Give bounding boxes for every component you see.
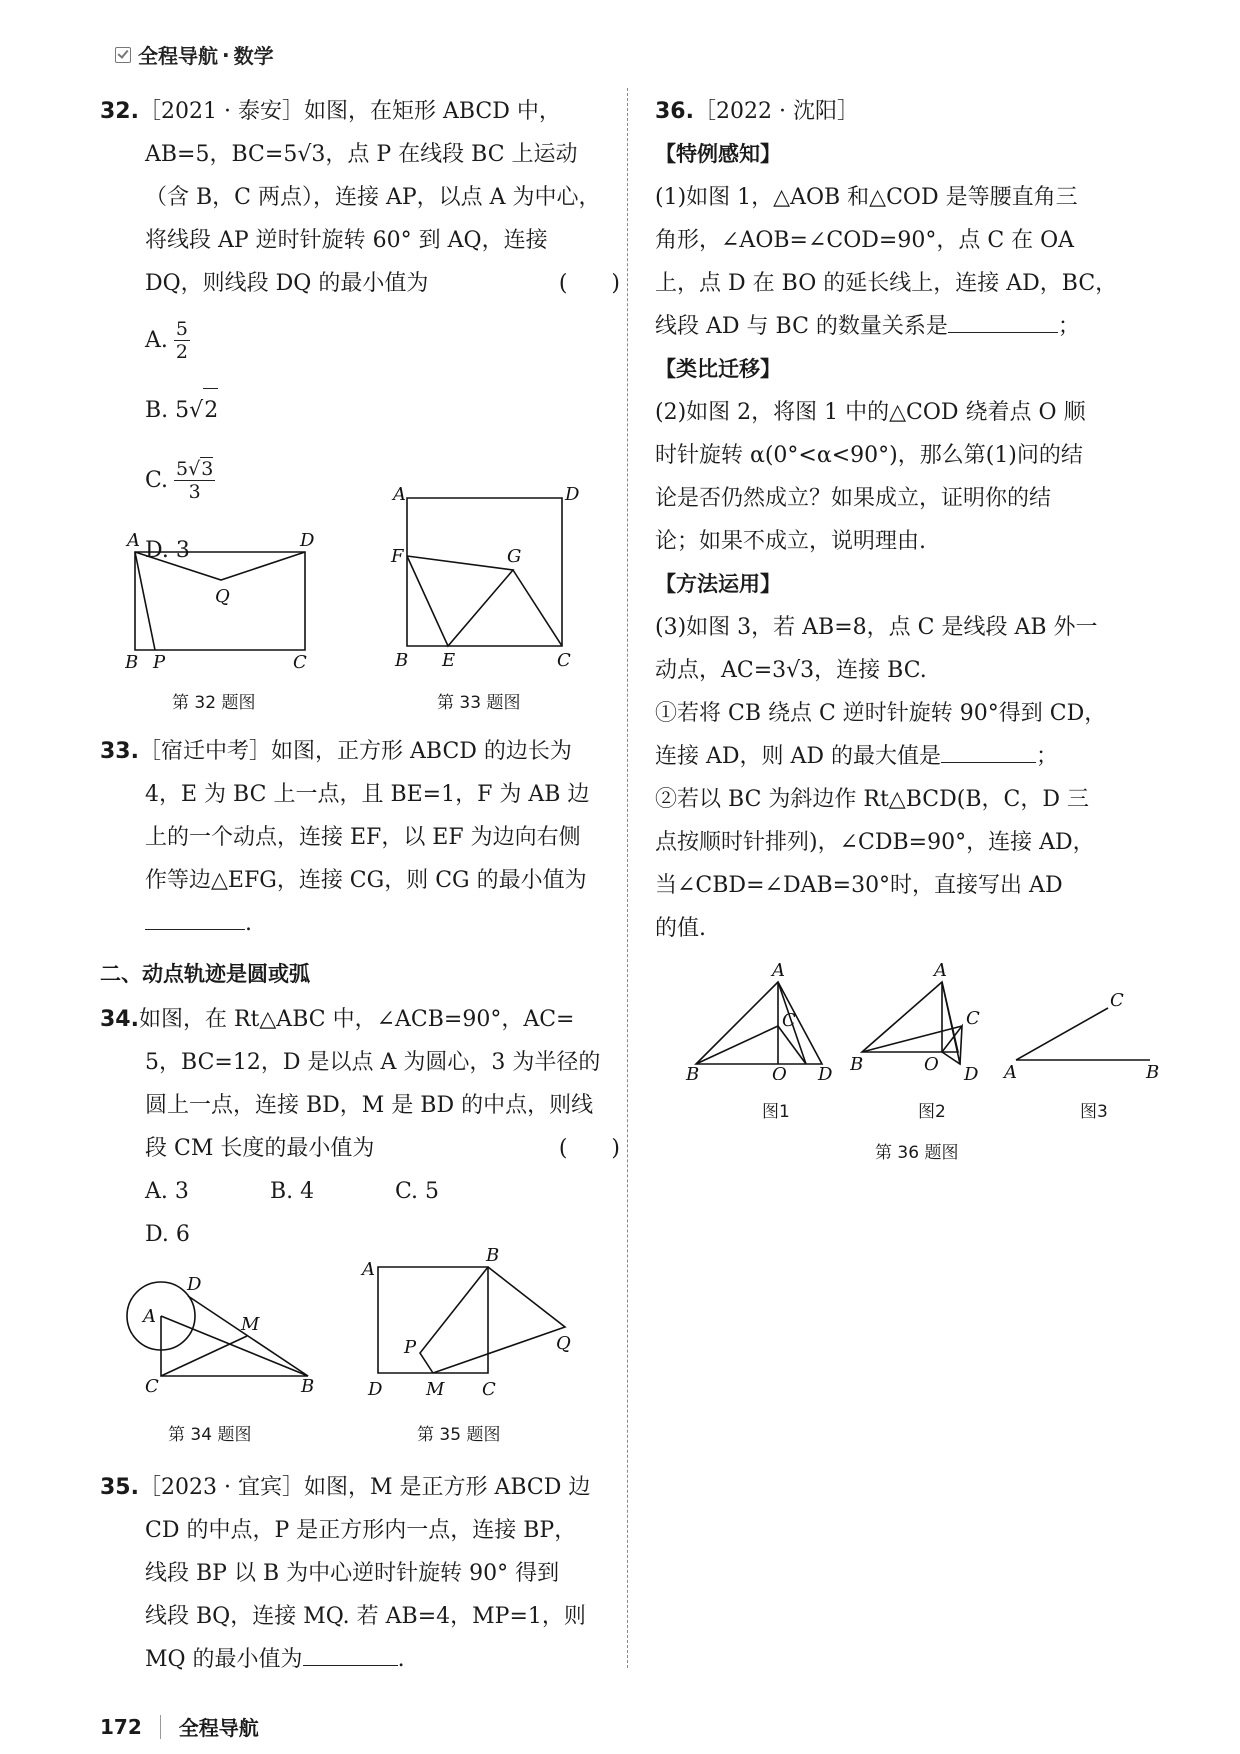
q34-text-3: 圆上一点，连接 BD，M 是 BD 的中点，则线: [145, 1093, 594, 1118]
q32-text-1: 如图，在矩形 ABCD 中，: [303, 99, 561, 124]
fig35-square: [378, 1267, 488, 1373]
fig36-3-segment-ac: [1016, 1008, 1108, 1060]
fig36-1-label-c: C: [782, 1010, 796, 1031]
q36-p1-line-2: 角形，∠AOB=∠COD=90°，点 C 在 OA: [655, 228, 1075, 253]
q35-text-1: 如图，M 是正方形 ABCD 边: [303, 1475, 591, 1500]
fig33-square: [407, 498, 562, 646]
q35-text-4: 线段 BQ，连接 MQ. 若 AB=4，MP=1，则: [145, 1604, 586, 1629]
question-34: [100, 998, 620, 1256]
fig36-3-label-a: A: [1004, 1062, 1017, 1080]
footer-title: 全程导航: [178, 1716, 259, 1740]
footer-divider: [160, 1715, 161, 1739]
fig36-3-label-b: B: [1146, 1062, 1160, 1080]
q36-p4-line-1: ①若将 CB 绕点 C 逆时针旋转 90°得到 CD，: [655, 701, 1107, 726]
figure-36-2: [850, 960, 1000, 1080]
fig36-1-label-a: A: [772, 960, 785, 981]
page-number: 172: [100, 1714, 142, 1739]
q36-p4-end: ；: [1036, 744, 1059, 769]
q34-option-b: B. 4: [270, 1179, 315, 1204]
q35-end: .: [397, 1647, 405, 1672]
fig33-segment-gc: [513, 570, 562, 646]
section-title: 二、动点轨迹是圆或弧: [100, 962, 310, 986]
fig33-label-e: E: [442, 650, 456, 671]
fig36-2-label-b: B: [850, 1054, 864, 1075]
q36-p1-line-4: 线段 AD 与 BC 的数量关系是: [655, 314, 948, 339]
fig36-2-label-c: C: [966, 1008, 980, 1029]
q33-text-1: 如图，正方形 ABCD 的边长为: [271, 739, 572, 764]
q36-answer-blank-2[interactable]: [941, 736, 1036, 763]
q35-text-2: CD 的中点，P 是正方形内一点，连接 BP，: [145, 1518, 577, 1543]
q32-text-2: AB=5，BC=5√3，点 P 在线段 BC 上运动: [145, 142, 578, 167]
q34-options: [100, 1170, 620, 1256]
q33-number: 33.: [100, 739, 139, 764]
fig34-segments: [188, 1296, 308, 1376]
q32-number: 32.: [100, 99, 139, 124]
fig36-1-label-b: B: [686, 1064, 700, 1080]
q35-text-3: 线段 BP 以 B 为中心逆时针旋转 90° 得到: [145, 1561, 560, 1586]
q33-line-1: [100, 730, 620, 773]
q36-p2-line-2: 时针旋转 α(0°<α<90°)，那么第(1)问的结: [655, 443, 1083, 468]
q34-option-a: A. 3: [145, 1179, 189, 1204]
fig35-label-p: P: [404, 1337, 417, 1358]
q32-option-d-label: D. 3: [145, 537, 190, 563]
q35-text-5: MQ 的最小值为: [145, 1647, 303, 1672]
q32-text-3: （含 B，C 两点），连接 AP，以点 A 为中心，: [145, 185, 601, 210]
q36-tag-special: 【特例感知】: [655, 142, 781, 166]
q32-option-c: [145, 445, 395, 515]
q32-line-1: [100, 90, 620, 133]
q32-option-a-den: 2: [175, 340, 188, 363]
fig32-label-b: B: [125, 652, 139, 670]
q36-p2-line-4: 论；如果不成立，说明理由.: [655, 529, 926, 554]
q36-p1-end: ；: [1057, 314, 1080, 339]
q36-p1-line-4-row: [655, 305, 1170, 348]
page-footer: [100, 1712, 259, 1741]
right-column: [655, 90, 1170, 950]
fig35-label-a: A: [362, 1259, 375, 1280]
q36-p2-line-1: (2)如图 2，将图 1 中的△COD 绕着点 O 顺: [655, 400, 1086, 425]
q34-option-c: C. 5: [395, 1179, 440, 1204]
q32-option-b-radicand: 2: [203, 388, 218, 432]
q34-text-2: 5，BC=12，D 是以点 A 为圆心，3 为半径的: [145, 1050, 601, 1075]
q34-answer-paren: ( ): [558, 1136, 620, 1161]
q36-p1-line-1: (1)如图 1，△AOB 和△COD 是等腰直角三: [655, 185, 1078, 210]
question-35: [100, 1466, 620, 1681]
header-title: 全程导航: [138, 44, 218, 68]
fig33-label-c: C: [557, 650, 571, 671]
fig36-3-label-c: C: [1110, 990, 1124, 1011]
fig32-label-q: Q: [215, 586, 230, 607]
fig34-triangle: [161, 1316, 308, 1376]
fig34-segment-cm: [161, 1336, 247, 1376]
q35-source: ［2023 · 宜宾］: [138, 1475, 304, 1500]
fig32-segment-aqd: [135, 552, 305, 580]
fig35-caption: 第 35 题图: [417, 1425, 501, 1445]
fig33-label-f: F: [391, 546, 404, 567]
q35-line-1: [100, 1466, 620, 1509]
q32-option-a-fraction: [174, 318, 190, 363]
fig35-label-c: C: [482, 1379, 496, 1400]
fig33-label-g: G: [507, 546, 522, 567]
q33-answer-row: [100, 902, 620, 945]
q34-line-1: [100, 998, 620, 1041]
fig34-label-b: B: [301, 1376, 315, 1397]
fig36-1-segment-cd: [778, 1026, 806, 1064]
fig36-2-caption: 图2: [918, 1102, 946, 1122]
q33-text-4: 作等边△EFG，连接 CG，则 CG 的最小值为: [145, 868, 587, 893]
q32-option-c-radicand: 3: [201, 457, 214, 480]
q32-text-5: DQ，则线段 DQ 的最小值为: [145, 271, 429, 296]
fig34-label-a: A: [143, 1306, 156, 1327]
fig32-caption: 第 32 题图: [172, 693, 256, 713]
fig35-label-q: Q: [556, 1333, 571, 1354]
q32-text-5-row: [100, 262, 620, 305]
fig36-1-caption: 图1: [762, 1102, 790, 1122]
q35-answer-blank[interactable]: [303, 1639, 398, 1666]
fig36-1-segment-bc: [696, 1026, 778, 1064]
q34-text-4: 段 CM 长度的最小值为: [145, 1136, 375, 1161]
fig34-label-d: D: [187, 1274, 202, 1295]
fig36-caption: 第 36 题图: [875, 1143, 959, 1163]
fig36-1-triangle-aob: [696, 982, 822, 1064]
q32-option-b: [145, 375, 395, 445]
q36-source: ［2022 · 沈阳］: [693, 99, 859, 124]
radical-sign: √: [189, 397, 204, 423]
q34-number: 34.: [100, 1007, 139, 1032]
q32-option-c-num: [174, 458, 215, 481]
q36-p5-line-3: 当∠CBD=∠DAB=30°时，直接写出 AD: [655, 873, 1063, 898]
fig36-1-label-o: O: [772, 1064, 787, 1080]
q33-text-2: 4，E 为 BC 上一点，且 BE=1，F 为 AB 边: [145, 782, 590, 807]
fig32-segment-ap: [135, 552, 155, 650]
q32-option-a-label: A.: [145, 327, 168, 353]
left-column-middle: [100, 730, 620, 1256]
fig36-2-label-o: O: [924, 1054, 939, 1075]
q32-option-c-coef: 5: [176, 457, 189, 480]
q36-number: 36.: [655, 99, 694, 124]
q36-line-1: [655, 90, 1170, 133]
fig33-caption: 第 33 题图: [437, 693, 521, 713]
q32-option-b-label: B. 5: [145, 397, 190, 423]
q35-number: 35.: [100, 1475, 139, 1500]
fig35-label-m: M: [426, 1379, 445, 1400]
column-divider: [627, 88, 628, 1668]
q36-answer-blank-1[interactable]: [948, 306, 1058, 333]
q36-p5-line-1: ②若以 BC 为斜边作 Rt△BCD(B，C，D 三: [655, 787, 1089, 812]
q36-p3-line-1: (3)如图 3，若 AB=8，点 C 是线段 AB 外一: [655, 615, 1098, 640]
fig32-label-a: A: [127, 530, 140, 551]
figure-36-3: [1000, 980, 1170, 1080]
q34-text-4-row: [100, 1127, 620, 1170]
fig35-label-d: D: [368, 1379, 383, 1400]
figure-33: [385, 478, 585, 673]
fig33-label-a: A: [393, 484, 406, 505]
fig36-2-label-d: D: [964, 1064, 979, 1080]
q33-text-3: 上的一个动点，连接 EF，以 EF 为边向右侧: [145, 825, 581, 850]
fig36-2-label-a: A: [934, 960, 947, 981]
fig35-segment-bq: [433, 1267, 565, 1373]
fig32-label-c: C: [293, 652, 307, 670]
question-33: [100, 730, 620, 945]
question-36: [655, 90, 1170, 950]
q32-option-a: [145, 305, 395, 375]
fig32-label-p: P: [153, 652, 166, 670]
fig36-3-caption: 图3: [1080, 1102, 1108, 1122]
fig34-caption: 第 34 题图: [168, 1425, 252, 1445]
fig33-label-d: D: [565, 484, 580, 505]
q36-tag-method: 【方法运用】: [655, 572, 781, 596]
q34-option-d: D. 6: [145, 1222, 190, 1247]
q32-option-c-label: C.: [145, 467, 169, 493]
fig32-label-d: D: [300, 530, 315, 551]
q36-tag-analogy: 【类比迁移】: [655, 357, 781, 381]
figure-35: [360, 1245, 580, 1405]
radical-sign: √: [188, 457, 201, 480]
q36-p4-line-2-row: [655, 735, 1170, 778]
left-column-bottom: [100, 1466, 620, 1681]
q36-p5-line-4: 的值.: [655, 916, 706, 941]
fig33-label-b: B: [395, 650, 409, 671]
q36-p3-line-2: 动点，AC=3√3，连接 BC.: [655, 658, 927, 683]
q32-option-a-num: 5: [175, 317, 188, 340]
header-subject: 数学: [233, 44, 274, 68]
header-dot: ·: [222, 42, 230, 67]
q32-source: ［2021 · 泰安］: [138, 99, 304, 124]
fig34-label-c: C: [145, 1376, 159, 1397]
figure-36-1: [682, 960, 837, 1080]
q33-end: .: [245, 911, 252, 936]
q32-answer-paren: ( ): [558, 271, 620, 296]
q36-p2-line-3: 论是否仍然成立？如果成立，证明你的结: [655, 486, 1052, 511]
q36-p1-line-3: 上，点 D 在 BO 的延长线上，连接 AD，BC，: [655, 271, 1118, 296]
checkbox-icon: [115, 47, 131, 63]
q32-text-4: 将线段 AP 逆时针旋转 60° 到 AQ，连接: [145, 228, 548, 253]
q36-p4-line-2: 连接 AD，则 AD 的最大值是: [655, 744, 942, 769]
figure-32: [125, 520, 325, 670]
q36-p5-line-2: 点按顺时针排列)，∠CDB=90°，连接 AD，: [655, 830, 1095, 855]
q34-text-1: 如图，在 Rt△ABC 中，∠ACB=90°，AC=: [138, 1007, 575, 1032]
figure-34: [115, 1270, 325, 1405]
fig33-triangle-efg: [407, 556, 513, 646]
fig34-label-m: M: [241, 1314, 260, 1335]
page-header: [115, 40, 274, 69]
q33-source: ［宿迁中考］: [138, 739, 271, 764]
q32-option-c-den: 3: [188, 480, 201, 503]
q33-answer-blank[interactable]: [145, 903, 245, 930]
q35-text-5-row: [100, 1638, 620, 1681]
q32-option-c-fraction: [174, 458, 215, 503]
fig36-1-label-d: D: [818, 1064, 833, 1080]
fig35-label-b: B: [486, 1245, 500, 1266]
